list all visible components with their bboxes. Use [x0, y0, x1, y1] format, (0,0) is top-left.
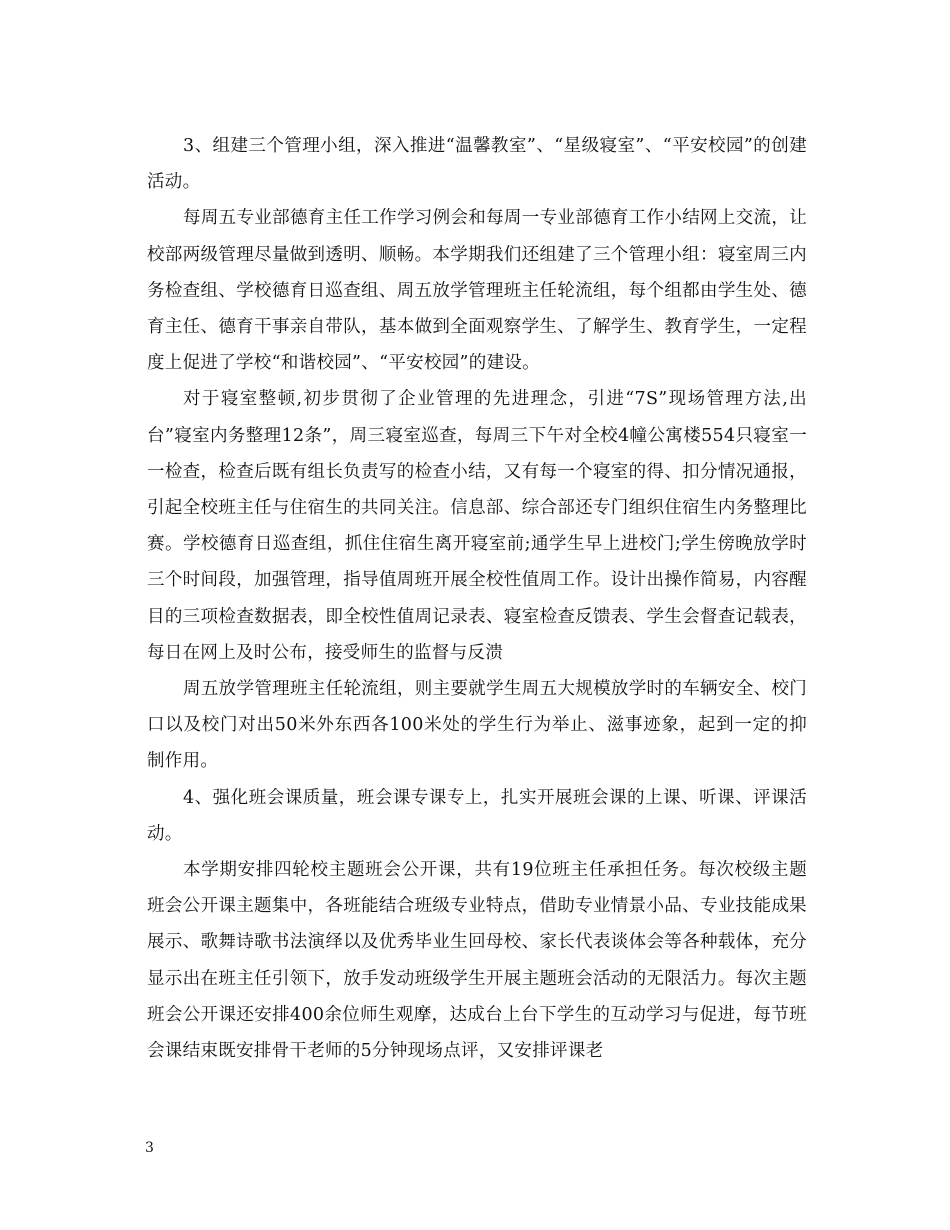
- paragraph-class-meeting: 本学期安排四轮校主题班会公开课，共有19位班主任承担任务。每次校级主题班会公开课主题集中，各班能结合班级专业特点，借助专业情景小品、专业技能成果展示、歌舞诗歌书法演绎以及优秀毕业生回母校、家长代表谈体会等各种载体，充分显示出在班主任引领下，放手发动班级学生开展主题班会活动的无限活力。每次主题班会公开课还安排400余位师生观摩，达成台上台下学生的互动学习与促进，每节班会课结束既安排骨干老师的5分钟现场点评，又安排评课老: [147, 860, 807, 1062]
- page-number: 3: [145, 1140, 154, 1156]
- paragraph-section-4-heading: 4、强化班会课质量，班会课专课专上，扎实开展班会课的上课、听课、评课活动。: [147, 787, 807, 844]
- document-body: [147, 128, 807, 1069]
- paragraph-dormitory-rectification: 对于寝室整顿,初步贯彻了企业管理的先进理念，引进“7S”现场管理方法,出台”寝室内务整理12条”，周三寝室巡查，每周三下午对全校4幢公寓楼554只寝室一一检查，检查后既有组长负责写的检查小结，又有每一个寝室的得、扣分情况通报，引起全校班主任与住宿生的共同关注。信息部、综合部还专门组织住宿生内务整理比赛。学校德育日巡查组，抓住住宿生离开寝室前;通学生早上进校门;学生傍晚放学时三个时间段，加强管理，指导值周班开展全校性值周工作。设计出操作简易，内容醒目的三项检查数据表，即全校性值周记录表、寝室检查反馈表、学生会督查记载表，每日在网上及时公布，接受师生的监督与反溃: [147, 389, 807, 663]
- paragraph-section-3-heading: 3、组建三个管理小组，深入推进“温馨教室”、“星级寝室”、“平安校园”的创建活动。: [147, 136, 807, 193]
- paragraph-management-groups: 每周五专业部德育主任工作学习例会和每周一专业部德育工作小结网上交流，让校部两级管理尽量做到透明、顺畅。本学期我们还组建了三个管理小组：寝室周三内务检查组、学校德育日巡查组、周五放学管理班主任轮流组，每个组都由学生处、德育主任、德育干事亲自带队，基本做到全面观察学生、了解学生、教育学生，一定程度上促进了学校“和谐校园”、“平安校园”的建设。: [147, 208, 807, 374]
- paragraph-friday-dismissal: 周五放学管理班主任轮流组，则主要就学生周五大规模放学时的车辆安全、校门口以及校门对出50米外东西各100米处的学生行为举止、滋事迹象，起到一定的抑制作用。: [147, 679, 807, 772]
